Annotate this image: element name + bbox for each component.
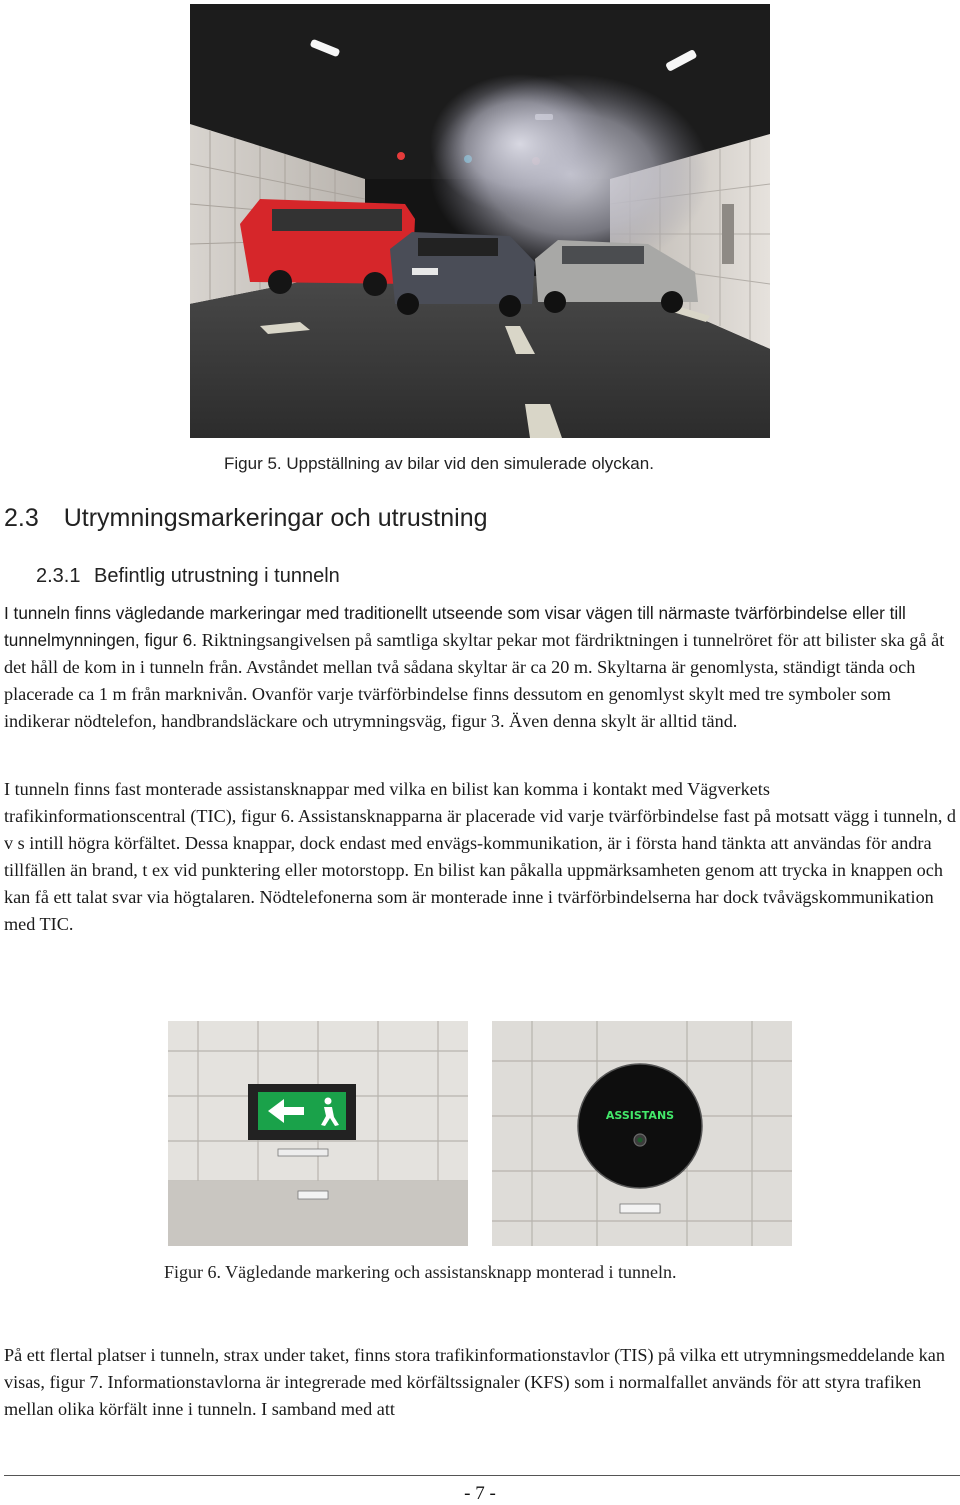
- exit-sign-illustration: [168, 1021, 468, 1246]
- red-minibus-shape: [240, 199, 415, 296]
- body-paragraph-block-1: [4, 600, 956, 735]
- tunnel-scene-illustration: [190, 4, 770, 438]
- section-title: Utrymningsmarkeringar och utrustning: [63, 504, 488, 532]
- figure-5-caption: Figur 5. Uppställning av bilar vid den simulerade olyckan.: [224, 454, 654, 473]
- body-paragraph-block-3: [4, 1342, 956, 1423]
- paragraph-1: [4, 600, 956, 735]
- paragraph-1-part-b: Riktningsangivelsen på samtliga skyltar pekar mot färdriktningen i tunnelröret för att bilister ska gå åt det håll de kom in i tunneln från. Avståndet mellan två sådana skyltar är ca 20 m. Skyltarna är genomlysta, ständigt tända och placerade ca 1 m från marknivån. Ovanför varje tvärförbindelse finns dessutom en genomlyst skylt med tre symboler som indikerar nödtelefon, handbrandsläckare och utrymningsväg, figur 3. Även denna skylt är alltid tänd.: [4, 630, 945, 731]
- body-paragraph-block-2: [4, 776, 956, 938]
- section-heading: [4, 504, 488, 533]
- footer-rule: [4, 1475, 960, 1476]
- figure-6-exit-sign-photo: [168, 1021, 468, 1246]
- assistans-button-illustration: [492, 1021, 792, 1246]
- subsection-heading: [36, 565, 340, 588]
- figure-6-caption: Figur 6. Vägledande markering och assistansknapp monterad i tunneln.: [164, 1262, 677, 1282]
- paragraph-2: I tunneln finns fast monterade assistansknappar med vilka en bilist kan komma i kontakt med Vägverkets trafikinformationscentral (TIC), figur 6. Assistansknapparna är placerade vid varje tvärförbindelse fast på motsatt vägg i tunneln, d v s intill högra körfältet. Dessa knappar, dock endast med envägs-kommunikation, är i första hand tänkta att användas för andra tillfällen än brand, t ex vid punktering eller motorstopp. En bilist kan påkalla uppmärksamheten genom att trycka in knappen och kan få ett talat svar via högtalaren. Nödtelefonerna som är monterade inne i tvärförbindelserna har dock tvåvägskommunikation med TIC.: [4, 779, 957, 934]
- paragraph-3: På ett flertal platser i tunneln, strax under taket, finns stora trafikinformationstavlor (TIS) på vilka ett utrymningsmeddelande kan visas, figur 7. Informationstavlorna är integrerade med körfältssignaler (KFS) som i normalfallet används för att styra trafiken mellan olika körfält inne i tunneln. I samband med att: [4, 1345, 945, 1419]
- figure-5-photo: [190, 4, 770, 438]
- paragraph-1-part-a: I tunneln finns vägledande markeringar med traditionellt utseende som visar vägen till närmaste tvärförbindelse eller till tunnelmynningen, figur 6.: [4, 603, 906, 650]
- subsection-number: 2.3.1: [36, 565, 81, 587]
- figure-6-assistans-photo: [492, 1021, 792, 1246]
- page-number: - 7 -: [464, 1483, 496, 1504]
- section-number: 2.3: [4, 504, 39, 532]
- assistans-button-label: ASSISTANS: [605, 1109, 675, 1122]
- subsection-title: Befintlig utrustning i tunneln: [94, 565, 340, 587]
